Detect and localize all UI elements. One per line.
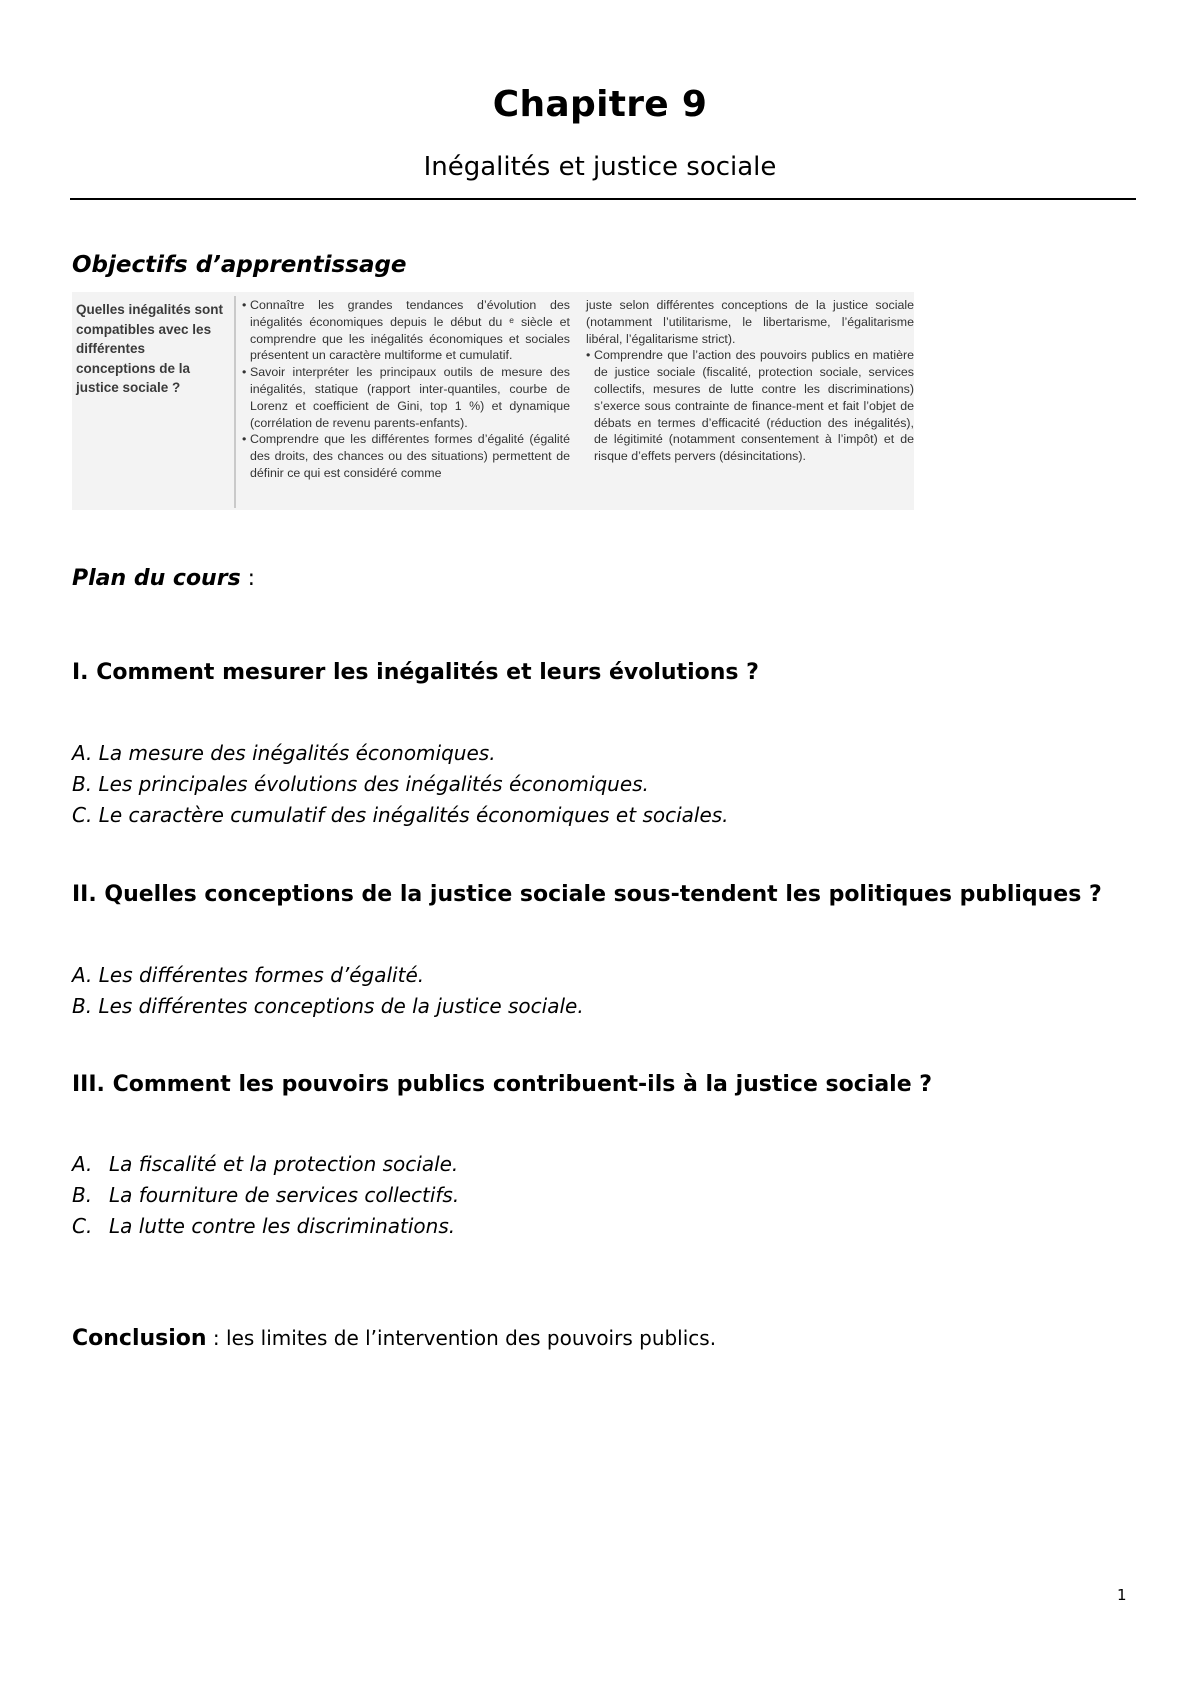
objectives-divider: [234, 296, 236, 508]
item-text: Les principales évolutions des inégalités économiques.: [98, 772, 649, 796]
plan-item: [72, 803, 729, 827]
objectives-box: [72, 292, 914, 510]
chapter-subtitle: Inégalités et justice sociale: [423, 152, 777, 182]
objectives-column-2: [586, 297, 914, 465]
plan-item: [72, 741, 496, 765]
objective-item: • Savoir interpréter les principaux outils de mesure des inégalités, statique (rapport inter-quantiles, courbe de Lorenz et coefficient de Gini, top 1 %) et dynamique (corrélation de revenu parents-enfants).: [242, 364, 570, 431]
item-letter: C.: [72, 803, 93, 827]
plan-heading: [72, 566, 255, 591]
item-text: Les différentes formes d’égalité.: [98, 963, 425, 987]
part-heading-2: II. Quelles conceptions de la justice sociale sous-tendent les politiques publiques ?: [72, 882, 1102, 907]
part-heading-1: I. Comment mesurer les inégalités et leurs évolutions ?: [72, 660, 759, 685]
item-letter: A.: [72, 963, 93, 987]
chapter-title: Chapitre 9: [492, 84, 708, 125]
conclusion-label: Conclusion: [72, 1326, 207, 1351]
item-text: La lutte contre les discriminations.: [109, 1214, 456, 1238]
plan-colon: :: [240, 566, 256, 591]
item-text: La fourniture de services collectifs.: [109, 1183, 460, 1207]
title-divider: [70, 198, 1136, 200]
item-letter: B.: [72, 994, 93, 1018]
item-text: Le caractère cumulatif des inégalités économiques et sociales.: [98, 803, 729, 827]
plan-item: [72, 963, 424, 987]
plan-item: [72, 1214, 455, 1238]
item-letter: B.: [72, 1183, 93, 1207]
plan-item: [72, 994, 584, 1018]
conclusion: [72, 1326, 716, 1351]
objective-item: • Connaître les grandes tendances d’évolution des inégalités économiques depuis le début du ᵉ siècle et comprendre que les inégalités économiques et sociales présentent un caractère multiforme et cumulatif.: [242, 297, 570, 364]
objective-item: • Comprendre que l’action des pouvoirs publics en matière de justice sociale (fiscalité, protection sociale, services collectifs, mesures de lutte contre les discriminations) s’exerce sous contrainte de finance-ment et fait l’objet de débats en termes d’efficacité (réduction des inégalités), de légitimité (notamment consentement à l’impôt) et de risque d’effets pervers (désincitations).: [586, 347, 914, 465]
item-text: Les différentes conceptions de la justice sociale.: [98, 994, 584, 1018]
item-text: La fiscalité et la protection sociale.: [109, 1152, 459, 1176]
plan-item: [72, 772, 649, 796]
objectives-heading: Objectifs d’apprentissage: [72, 252, 407, 278]
item-text: La mesure des inégalités économiques.: [98, 741, 496, 765]
page-number: 1: [1117, 1586, 1127, 1604]
plan-label: Plan du cours: [72, 566, 241, 591]
plan-item: [72, 1152, 458, 1176]
objective-continuation: juste selon différentes conceptions de la justice sociale (notamment l’utilitarisme, le libertarisme, l’égalitarisme libéral, l’égalitarisme strict).: [586, 298, 914, 346]
objectives-column-1: [242, 297, 570, 482]
item-letter: B.: [72, 772, 93, 796]
objectives-question: Quelles inégalités sont compatibles avec les différentes conceptions de la justice sociale ?: [76, 302, 224, 395]
item-letter: C.: [72, 1214, 93, 1238]
objective-item: • Comprendre que les différentes formes d’égalité (égalité des droits, des chances ou des situations) permettent de définir ce qui est considéré comme: [242, 431, 570, 481]
plan-item: [72, 1183, 459, 1207]
item-letter: A.: [72, 741, 93, 765]
item-letter: A.: [72, 1152, 93, 1176]
part-heading-3: III. Comment les pouvoirs publics contribuent-ils à la justice sociale ?: [72, 1072, 933, 1097]
conclusion-text: : les limites de l’intervention des pouvoirs publics.: [206, 1326, 717, 1350]
